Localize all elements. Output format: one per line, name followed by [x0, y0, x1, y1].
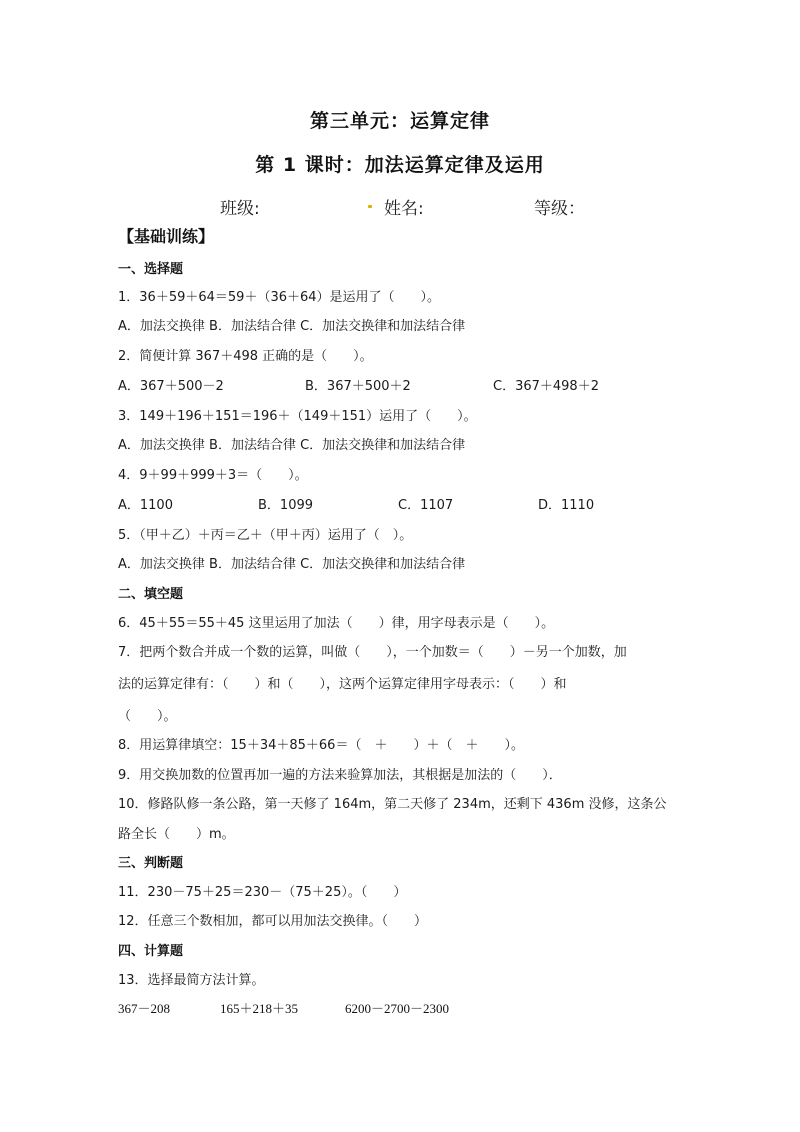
question-9: 9．用交换加数的位置再加一遍的方法来验算加法，其根据是加法的（ ）．: [118, 768, 562, 783]
question-8: 8．用运算律填空：15＋34＋85＋66＝（ ＋ ）＋（ ＋ ）。: [118, 738, 524, 753]
question-13-expr-3: 6200－2700－2300: [345, 1001, 450, 1016]
lesson-title: 第 1 课时：加法运算定律及运用: [255, 154, 545, 176]
section-compute: 四、计算题: [118, 944, 184, 959]
unit-title: 第三单元：运算定律: [309, 110, 490, 132]
question-4-option-a: A．1100: [118, 498, 173, 513]
question-5-options: A．加法交换律 B．加法结合律 C．加法交换律和加法结合律: [118, 557, 466, 572]
grade-label: 等级：: [534, 199, 585, 219]
question-4-option-b: B．1099: [258, 498, 314, 513]
question-1-options: A．加法交换律 B．加法结合律 C．加法交换律和加法结合律: [118, 319, 466, 334]
question-4: 4．9＋99＋999＋3＝（ ）。: [118, 468, 308, 483]
question-13-expr-2: 165＋218＋35: [220, 1001, 299, 1016]
question-7-line-2: 法的运算定律有：（ ）和（ ），这两个运算定律用字母表示：（ ）和: [118, 677, 567, 692]
question-6: 6．45＋55＝55＋45 这里运用了加法（ ）律，用字母表示是（ ）。: [118, 616, 555, 631]
question-4-option-c: C．1107: [398, 498, 454, 513]
question-10-line-1: 10．修路队修一条公路，第一天修了 164m，第二天修了 234m，还剩下 436m 没修，这条公: [118, 797, 667, 812]
question-2-option-c: C．367＋498＋2: [493, 379, 599, 394]
class-label: 班级:: [220, 199, 260, 219]
question-12: 12．任意三个数相加，都可以用加法交换律。（ ）: [118, 914, 428, 929]
section-basic-training: 【基础训练】: [118, 227, 215, 246]
stray-mark: [368, 205, 372, 208]
question-3-options: A．加法交换律 B．加法结合律 C．加法交换律和加法结合律: [118, 438, 466, 453]
question-7-line-1: 7．把两个数合并成一个数的运算，叫做（ ），一个加数＝（ ）－另一个加数，加: [118, 645, 627, 660]
question-13-expr-1: 367－208: [118, 1001, 171, 1016]
question-2-option-b: B．367＋500＋2: [305, 379, 411, 394]
section-choice: 一、选择题: [118, 262, 184, 277]
question-7-line-3: （ ）。: [118, 709, 177, 724]
question-4-option-d: D．1110: [538, 498, 595, 513]
question-3: 3．149＋196＋151＝196＋（149＋151）运用了（ ）。: [118, 409, 477, 424]
name-label: 姓名:: [384, 199, 424, 219]
question-13: 13．选择最简方法计算。: [118, 973, 265, 988]
question-1: 1．36＋59＋64＝59＋（36＋64）是运用了（ ）。: [118, 290, 441, 305]
question-11: 11．230－75＋25＝230－（75＋25）。（ ）: [118, 885, 407, 900]
section-fill: 二、填空题: [118, 587, 184, 602]
question-5: 5．（甲＋乙）＋丙＝乙＋（甲＋丙）运用了（ ）。: [118, 528, 413, 543]
section-judge: 三、判断题: [118, 856, 184, 871]
question-2-option-a: A．367＋500－2: [118, 379, 224, 394]
question-2: 2．简便计算 367＋498 正确的是（ ）。: [118, 349, 373, 364]
question-10-line-2: 路全长（ ）m。: [118, 827, 235, 842]
